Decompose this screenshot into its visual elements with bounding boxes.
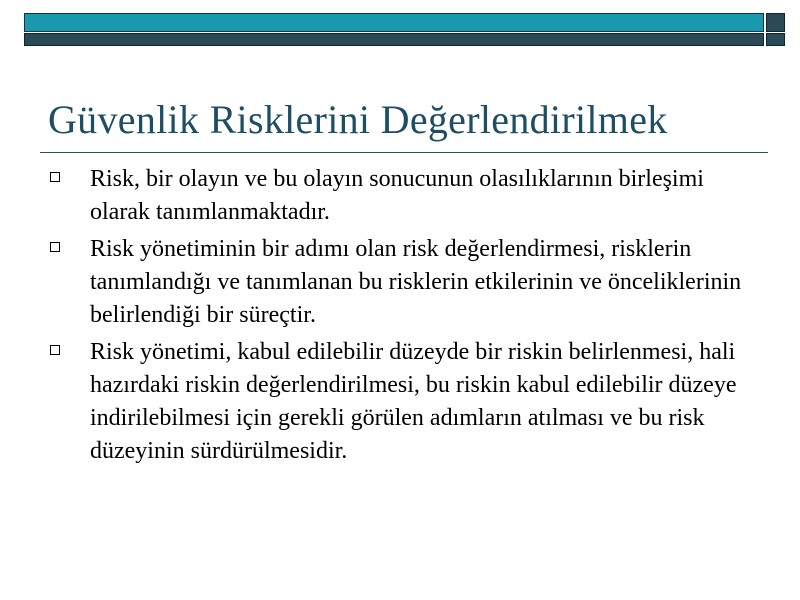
- hollow-square-icon: [50, 172, 60, 182]
- header-corner-square-top: [766, 13, 785, 32]
- hollow-square-icon: [50, 242, 60, 252]
- bullet-list: [48, 163, 768, 472]
- bullet-text: Risk yönetimi, kabul edilebilir düzeyde bir riskin belirlenmesi, hali hazırdaki riskin değerlendirilmesi, bu riskin kabul edilebilir düzeye indirilebilmesi için gerekli görülen adımların atılması ve bu risk düzeyinin sürdürülmesidir.: [90, 339, 737, 464]
- title-divider: [40, 152, 768, 153]
- bullet-text: Risk yönetiminin bir adımı olan risk değerlendirmesi, risklerin tanımlandığı ve tanımlanan bu risklerin etkilerinin ve önceliklerinin belirlendiği bir süreçtir.: [90, 236, 742, 328]
- header-dark-bar: [24, 33, 764, 46]
- slide-title: Güvenlik Risklerini Değerlendirilmek: [48, 97, 668, 142]
- hollow-square-icon: [50, 345, 60, 355]
- bullet-text: Risk, bir olayın ve bu olayın sonucunun olasılıklarının birleşimi olarak tanımlanmaktadır.: [90, 166, 704, 225]
- bullet-item: [48, 336, 768, 468]
- header-corner-square-bottom: [766, 33, 785, 46]
- bullet-item: [48, 233, 768, 332]
- header-teal-bar: [24, 13, 764, 32]
- bullet-item: [48, 163, 768, 229]
